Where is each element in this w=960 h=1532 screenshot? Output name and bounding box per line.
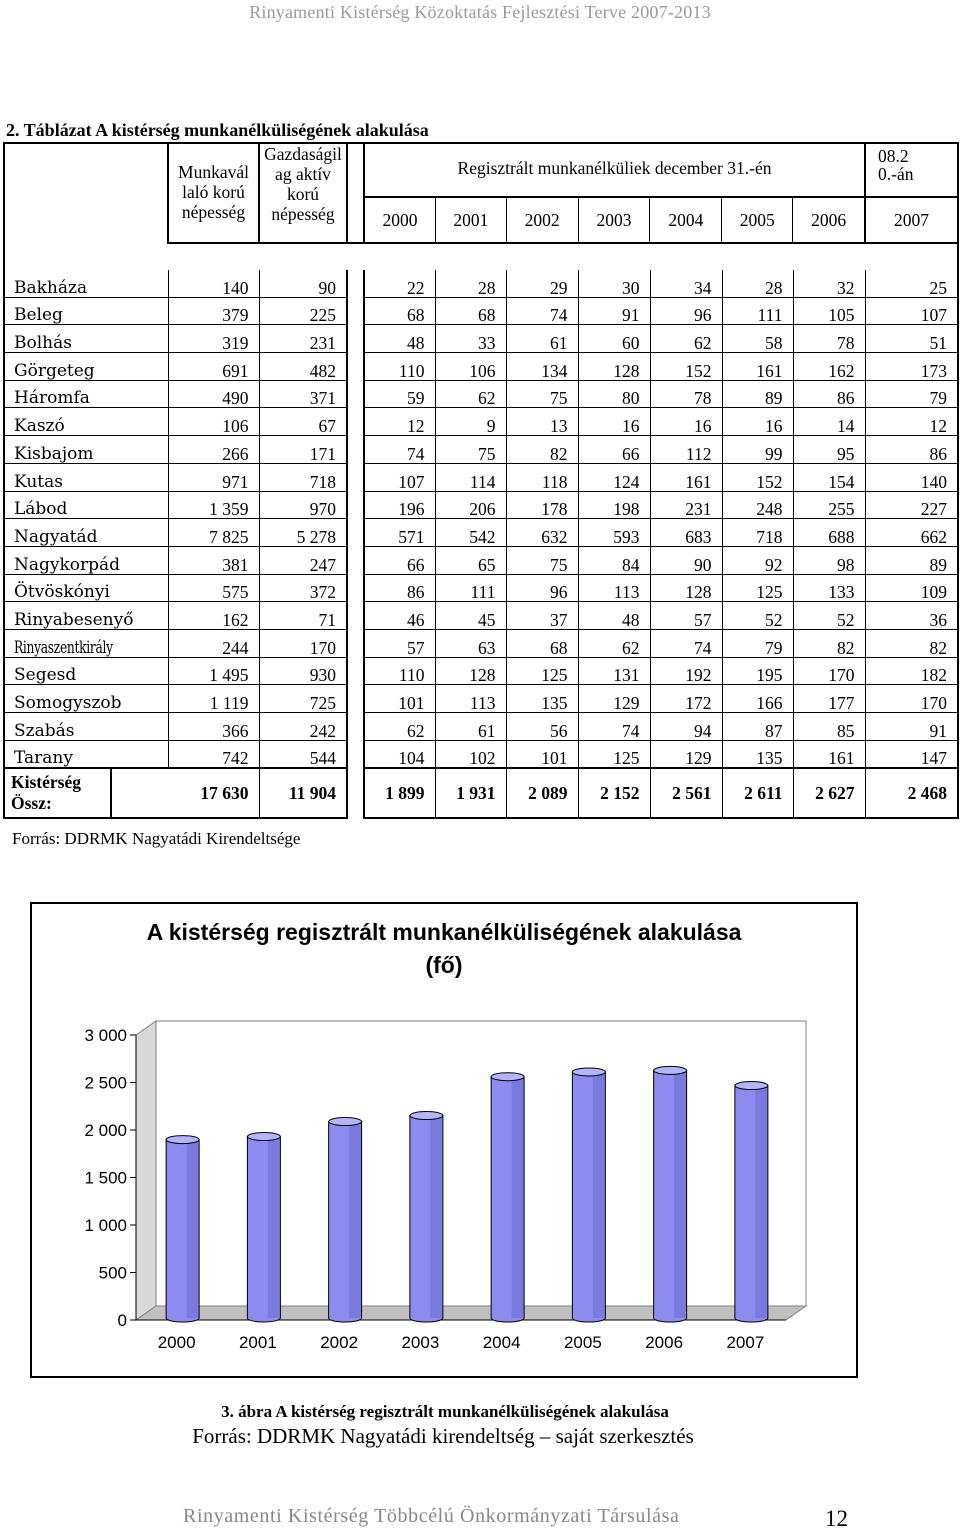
settlement-name: Kutas [4, 463, 168, 491]
settlement-name: Rinyaszentkirály [4, 629, 168, 657]
working-age-cell: 1 119 [168, 685, 259, 713]
value-cell-2007: 25 [865, 270, 958, 297]
settlement-name: Tarany [4, 740, 168, 768]
value-cell-2004: 96 [650, 297, 722, 325]
value-cell-2006: 82 [793, 629, 865, 657]
value-cell-2003: 48 [578, 602, 650, 630]
bar-cap [329, 1118, 362, 1126]
active-age-cell: 725 [259, 685, 347, 713]
value-cell-2005: 92 [722, 546, 793, 574]
value-cell-2006: 14 [793, 408, 865, 436]
value-cell-2001: 206 [435, 491, 506, 519]
value-cell-2005: 135 [722, 740, 793, 768]
value-cell-2002: 632 [506, 519, 578, 547]
value-cell-2003: 30 [578, 270, 650, 297]
value-cell-2005: 52 [722, 602, 793, 630]
bar-cap [572, 1068, 605, 1076]
value-cell-2005: 195 [722, 657, 793, 685]
figure-caption: 3. ábra A kistérség regisztrált munkanélküliségének alakulása [221, 1402, 669, 1421]
value-cell-2005: 79 [722, 629, 793, 657]
value-cell-2000: 107 [364, 463, 435, 491]
value-cell-2002: 118 [506, 463, 578, 491]
year-2007-header: 2007 [866, 196, 957, 242]
value-cell-2003: 74 [578, 713, 650, 741]
value-cell-2000: 571 [364, 519, 435, 547]
year-header-2003: 2003 [579, 198, 651, 242]
bar-shade [187, 1140, 199, 1318]
value-cell-2005: 99 [722, 436, 793, 464]
value-cell-2003: 62 [578, 629, 650, 657]
value-cell-2007: 82 [865, 629, 958, 657]
y-tick-label: 500 [98, 1263, 127, 1283]
settlement-name: Szabás [4, 713, 168, 741]
value-cell-2005: 161 [722, 353, 793, 381]
settlement-name: Kaszó [4, 408, 168, 436]
bar-2006 [654, 1066, 687, 1322]
active-age-cell: 71 [259, 602, 347, 630]
working-age-cell: 381 [168, 546, 259, 574]
active-age-cell: 930 [259, 657, 347, 685]
value-cell-2003: 84 [578, 546, 650, 574]
year-header-2005: 2005 [722, 198, 793, 242]
value-cell-2002: 96 [506, 574, 578, 602]
value-cell-2000: 196 [364, 491, 435, 519]
value-cell-2005: 58 [722, 325, 793, 353]
working-age-cell: 971 [168, 463, 259, 491]
header-aug20: 08.2 0.-án 2007 [865, 143, 958, 243]
value-cell-2004: 90 [650, 546, 722, 574]
bar-cap [410, 1112, 443, 1120]
settlement-name: Nagykorpád [4, 546, 168, 574]
active-age-cell: 372 [259, 574, 347, 602]
value-cell-2007: 91 [865, 713, 958, 741]
value-cell-2007: 79 [865, 380, 958, 408]
total-value-2004: 2 561 [650, 768, 722, 818]
y-tick-label: 2 500 [84, 1073, 127, 1093]
value-cell-2000: 57 [364, 629, 435, 657]
value-cell-2002: 13 [506, 408, 578, 436]
value-cell-2004: 192 [650, 657, 722, 685]
value-cell-2000: 86 [364, 574, 435, 602]
value-cell-2007: 140 [865, 463, 958, 491]
active-age-cell: 247 [259, 546, 347, 574]
value-cell-2002: 134 [506, 353, 578, 381]
settlement-name: Beleg [4, 297, 168, 325]
y-tick-label: 1 500 [84, 1168, 127, 1188]
value-cell-2006: 85 [793, 713, 865, 741]
table-caption: 2. Táblázat A kistérség munkanélküliségének alakulása [6, 120, 429, 140]
value-cell-2006: 86 [793, 380, 865, 408]
value-cell-2002: 178 [506, 491, 578, 519]
year-header-2006: 2006 [811, 210, 847, 230]
active-age-cell: 170 [259, 629, 347, 657]
bar-cap [166, 1136, 199, 1144]
working-age-cell: 244 [168, 629, 259, 657]
settlement-name: Görgeteg [4, 353, 168, 381]
working-age-cell: 162 [168, 602, 259, 630]
value-cell-2004: 34 [650, 270, 722, 297]
working-age-cell: 1 495 [168, 657, 259, 685]
total-value-2007: 2 468 [865, 768, 958, 818]
bar-2004 [491, 1073, 524, 1322]
working-age-cell: 319 [168, 325, 259, 353]
bar-2002 [329, 1118, 362, 1322]
value-cell-2002: 29 [506, 270, 578, 297]
value-cell-2007: 147 [865, 740, 958, 768]
footer-text: Rinyamenti Kistérség Többcélú Önkormányzati Társulása [183, 1505, 680, 1527]
value-cell-2002: 68 [506, 629, 578, 657]
value-cell-2001: 9 [435, 408, 506, 436]
bar-2000 [166, 1136, 199, 1322]
value-cell-2002: 75 [506, 546, 578, 574]
total-value-2005: 2 611 [722, 768, 793, 818]
value-cell-2004: 94 [650, 713, 722, 741]
bar-cap [735, 1082, 768, 1090]
value-cell-2004: 683 [650, 519, 722, 547]
total-value-2006: 2 627 [793, 768, 865, 818]
value-cell-2003: 125 [578, 740, 650, 768]
bar-2001 [247, 1133, 280, 1322]
total-value-2000: 1 899 [364, 768, 435, 818]
value-cell-2003: 124 [578, 463, 650, 491]
value-cell-2004: 152 [650, 353, 722, 381]
value-cell-2005: 111 [722, 297, 793, 325]
value-cell-2005: 718 [722, 519, 793, 547]
year-header-2000: 2000 [365, 198, 436, 242]
value-cell-2001: 102 [435, 740, 506, 768]
x-tick-label: 2003 [401, 1333, 440, 1352]
value-cell-2002: 135 [506, 685, 578, 713]
value-cell-2003: 198 [578, 491, 650, 519]
total-label: Kistérség Össz: [4, 768, 111, 818]
year-header-2004: 2004 [650, 198, 722, 242]
bar-shade [268, 1137, 280, 1318]
total-active-age: 11 904 [259, 768, 347, 818]
working-age-cell: 379 [168, 297, 259, 325]
value-cell-2002: 82 [506, 436, 578, 464]
active-age-cell: 371 [259, 380, 347, 408]
value-cell-2006: 98 [793, 546, 865, 574]
value-cell-2003: 16 [578, 408, 650, 436]
bar-shade [512, 1077, 524, 1318]
value-cell-2003: 113 [578, 574, 650, 602]
value-cell-2000: 59 [364, 380, 435, 408]
value-cell-2007: 51 [865, 325, 958, 353]
running-header: Rinyamenti Kistérség Közoktatás Fejlesztési Terve 2007-2013 [249, 2, 711, 22]
value-cell-2000: 12 [364, 408, 435, 436]
working-age-cell: 575 [168, 574, 259, 602]
working-age-cell: 691 [168, 353, 259, 381]
settlement-name: Bakháza [4, 270, 168, 297]
total-working-age: 17 630 [168, 768, 259, 818]
value-cell-2001: 542 [435, 519, 506, 547]
value-cell-2007: 227 [865, 491, 958, 519]
value-cell-2001: 33 [435, 325, 506, 353]
value-cell-2004: 129 [650, 740, 722, 768]
value-cell-2004: 128 [650, 574, 722, 602]
value-cell-2007: 86 [865, 436, 958, 464]
value-cell-2006: 95 [793, 436, 865, 464]
active-age-cell: 544 [259, 740, 347, 768]
active-age-cell: 718 [259, 463, 347, 491]
value-cell-2000: 48 [364, 325, 435, 353]
x-tick-label: 2000 [157, 1333, 196, 1352]
header-working-age: Munkavál laló korú népesség [168, 143, 259, 243]
value-cell-2007: 170 [865, 685, 958, 713]
value-cell-2007: 36 [865, 602, 958, 630]
value-cell-2002: 125 [506, 657, 578, 685]
total-value-2002: 2 089 [506, 768, 578, 818]
value-cell-2004: 78 [650, 380, 722, 408]
value-cell-2006: 78 [793, 325, 865, 353]
settlement-name: Háromfa [4, 380, 168, 408]
value-cell-2006: 32 [793, 270, 865, 297]
value-cell-2001: 62 [435, 380, 506, 408]
active-age-cell: 231 [259, 325, 347, 353]
settlement-name: Bolhás [4, 325, 168, 353]
value-cell-2006: 170 [793, 657, 865, 685]
plot-floor [136, 1306, 806, 1320]
value-cell-2000: 46 [364, 602, 435, 630]
value-cell-2000: 68 [364, 297, 435, 325]
value-cell-2006: 255 [793, 491, 865, 519]
y-tick-label: 3 000 [84, 1026, 127, 1045]
total-value-2003: 2 152 [578, 768, 650, 818]
active-age-cell: 970 [259, 491, 347, 519]
bar-shade [349, 1122, 361, 1318]
value-cell-2001: 75 [435, 436, 506, 464]
value-cell-2002: 101 [506, 740, 578, 768]
y-tick-label: 1 000 [84, 1216, 127, 1235]
active-age-cell: 5 278 [259, 519, 347, 547]
value-cell-2004: 57 [650, 602, 722, 630]
working-age-cell: 140 [168, 270, 259, 297]
y-tick-label: 0 [117, 1311, 127, 1330]
x-tick-label: 2001 [238, 1333, 277, 1352]
value-cell-2007: 109 [865, 574, 958, 602]
total-value-2001: 1 931 [435, 768, 506, 818]
value-cell-2001: 111 [435, 574, 506, 602]
active-age-cell: 171 [259, 436, 347, 464]
value-cell-2005: 152 [722, 463, 793, 491]
value-cell-2002: 37 [506, 602, 578, 630]
active-age-cell: 225 [259, 297, 347, 325]
bar-2003 [410, 1112, 443, 1322]
bar-2007 [735, 1082, 768, 1322]
value-cell-2004: 172 [650, 685, 722, 713]
settlement-name: Somogyszob [4, 685, 168, 713]
working-age-cell: 1 359 [168, 491, 259, 519]
value-cell-2006: 162 [793, 353, 865, 381]
active-age-cell: 482 [259, 353, 347, 381]
x-tick-label: 2004 [482, 1333, 521, 1352]
value-cell-2005: 28 [722, 270, 793, 297]
working-age-cell: 490 [168, 380, 259, 408]
value-cell-2000: 110 [364, 353, 435, 381]
value-cell-2000: 22 [364, 270, 435, 297]
value-cell-2005: 125 [722, 574, 793, 602]
value-cell-2007: 107 [865, 297, 958, 325]
value-cell-2002: 74 [506, 297, 578, 325]
value-cell-2000: 101 [364, 685, 435, 713]
value-cell-2003: 66 [578, 436, 650, 464]
header-active-age: Gazdaságil ag aktív korú népesség [259, 143, 347, 243]
value-cell-2004: 231 [650, 491, 722, 519]
value-cell-2003: 60 [578, 325, 650, 353]
x-tick-label: 2005 [563, 1333, 602, 1352]
value-cell-2001: 61 [435, 713, 506, 741]
value-cell-2006: 105 [793, 297, 865, 325]
value-cell-2003: 128 [578, 353, 650, 381]
value-cell-2004: 161 [650, 463, 722, 491]
active-age-cell: 242 [259, 713, 347, 741]
x-tick-label: 2002 [320, 1333, 359, 1352]
settlement-name: Segesd [4, 657, 168, 685]
value-cell-2001: 68 [435, 297, 506, 325]
value-cell-2006: 688 [793, 519, 865, 547]
value-cell-2005: 89 [722, 380, 793, 408]
bar-cap [654, 1066, 687, 1074]
value-cell-2002: 75 [506, 380, 578, 408]
bar-shade [430, 1116, 442, 1318]
bar-cap [247, 1133, 280, 1141]
value-cell-2003: 91 [578, 297, 650, 325]
value-cell-2006: 154 [793, 463, 865, 491]
value-cell-2004: 74 [650, 629, 722, 657]
working-age-cell: 366 [168, 713, 259, 741]
settlement-name: Rinyabesenyő [4, 602, 168, 630]
value-cell-2002: 61 [506, 325, 578, 353]
active-age-cell: 90 [259, 270, 347, 297]
value-cell-2004: 112 [650, 436, 722, 464]
value-cell-2007: 12 [865, 408, 958, 436]
x-tick-label: 2007 [726, 1333, 765, 1352]
figure-source: Forrás: DDRMK Nagyatádi kirendeltség – saját szerkesztés [192, 1424, 694, 1448]
settlement-name: Lábod [4, 491, 168, 519]
value-cell-2007: 173 [865, 353, 958, 381]
value-cell-2005: 248 [722, 491, 793, 519]
x-tick-label: 2006 [645, 1333, 684, 1352]
value-cell-2001: 128 [435, 657, 506, 685]
working-age-cell: 7 825 [168, 519, 259, 547]
value-cell-2006: 161 [793, 740, 865, 768]
value-cell-2001: 65 [435, 546, 506, 574]
y-tick-label: 2 000 [84, 1121, 127, 1140]
value-cell-2005: 16 [722, 408, 793, 436]
value-cell-2001: 114 [435, 463, 506, 491]
value-cell-2004: 16 [650, 408, 722, 436]
value-cell-2005: 166 [722, 685, 793, 713]
value-cell-2001: 113 [435, 685, 506, 713]
value-cell-2005: 87 [722, 713, 793, 741]
value-cell-2001: 45 [435, 602, 506, 630]
value-cell-2000: 74 [364, 436, 435, 464]
year-header-2001: 2001 [436, 198, 507, 242]
value-cell-2002: 56 [506, 713, 578, 741]
bar-shade [593, 1072, 605, 1318]
value-cell-2003: 129 [578, 685, 650, 713]
value-cell-2006: 177 [793, 685, 865, 713]
header-registered: Regisztrált munkanélküliek december 31.-én 2000 2001 2002 2003 2004 2005 2006 [364, 143, 865, 243]
value-cell-2006: 52 [793, 602, 865, 630]
value-cell-2000: 104 [364, 740, 435, 768]
table-source: Forrás: DDRMK Nagyatádi Kirendeltsége [12, 829, 301, 848]
working-age-cell: 106 [168, 408, 259, 436]
value-cell-2000: 110 [364, 657, 435, 685]
bar-2005 [572, 1068, 605, 1322]
working-age-cell: 266 [168, 436, 259, 464]
settlement-name: Nagyatád [4, 519, 168, 547]
value-cell-2006: 133 [793, 574, 865, 602]
plot-side-wall [136, 1021, 156, 1320]
bar-shade [674, 1070, 686, 1318]
value-cell-2007: 662 [865, 519, 958, 547]
value-cell-2000: 62 [364, 713, 435, 741]
value-cell-2001: 63 [435, 629, 506, 657]
value-cell-2007: 89 [865, 546, 958, 574]
bar-cap [491, 1073, 524, 1081]
working-age-cell: 742 [168, 740, 259, 768]
value-cell-2003: 131 [578, 657, 650, 685]
value-cell-2001: 106 [435, 353, 506, 381]
year-header-2002: 2002 [507, 198, 579, 242]
settlement-name: Kisbajom [4, 436, 168, 464]
page-number: 12 [825, 1506, 848, 1531]
value-cell-2001: 28 [435, 270, 506, 297]
bar-shade [755, 1086, 767, 1318]
chart-title: A kistérség regisztrált munkanélküliségének alakulása (fő) [146, 919, 742, 978]
value-cell-2004: 62 [650, 325, 722, 353]
value-cell-2003: 593 [578, 519, 650, 547]
value-cell-2007: 182 [865, 657, 958, 685]
settlement-name: Ötvöskónyi [4, 574, 168, 602]
active-age-cell: 67 [259, 408, 347, 436]
value-cell-2003: 80 [578, 380, 650, 408]
value-cell-2000: 66 [364, 546, 435, 574]
